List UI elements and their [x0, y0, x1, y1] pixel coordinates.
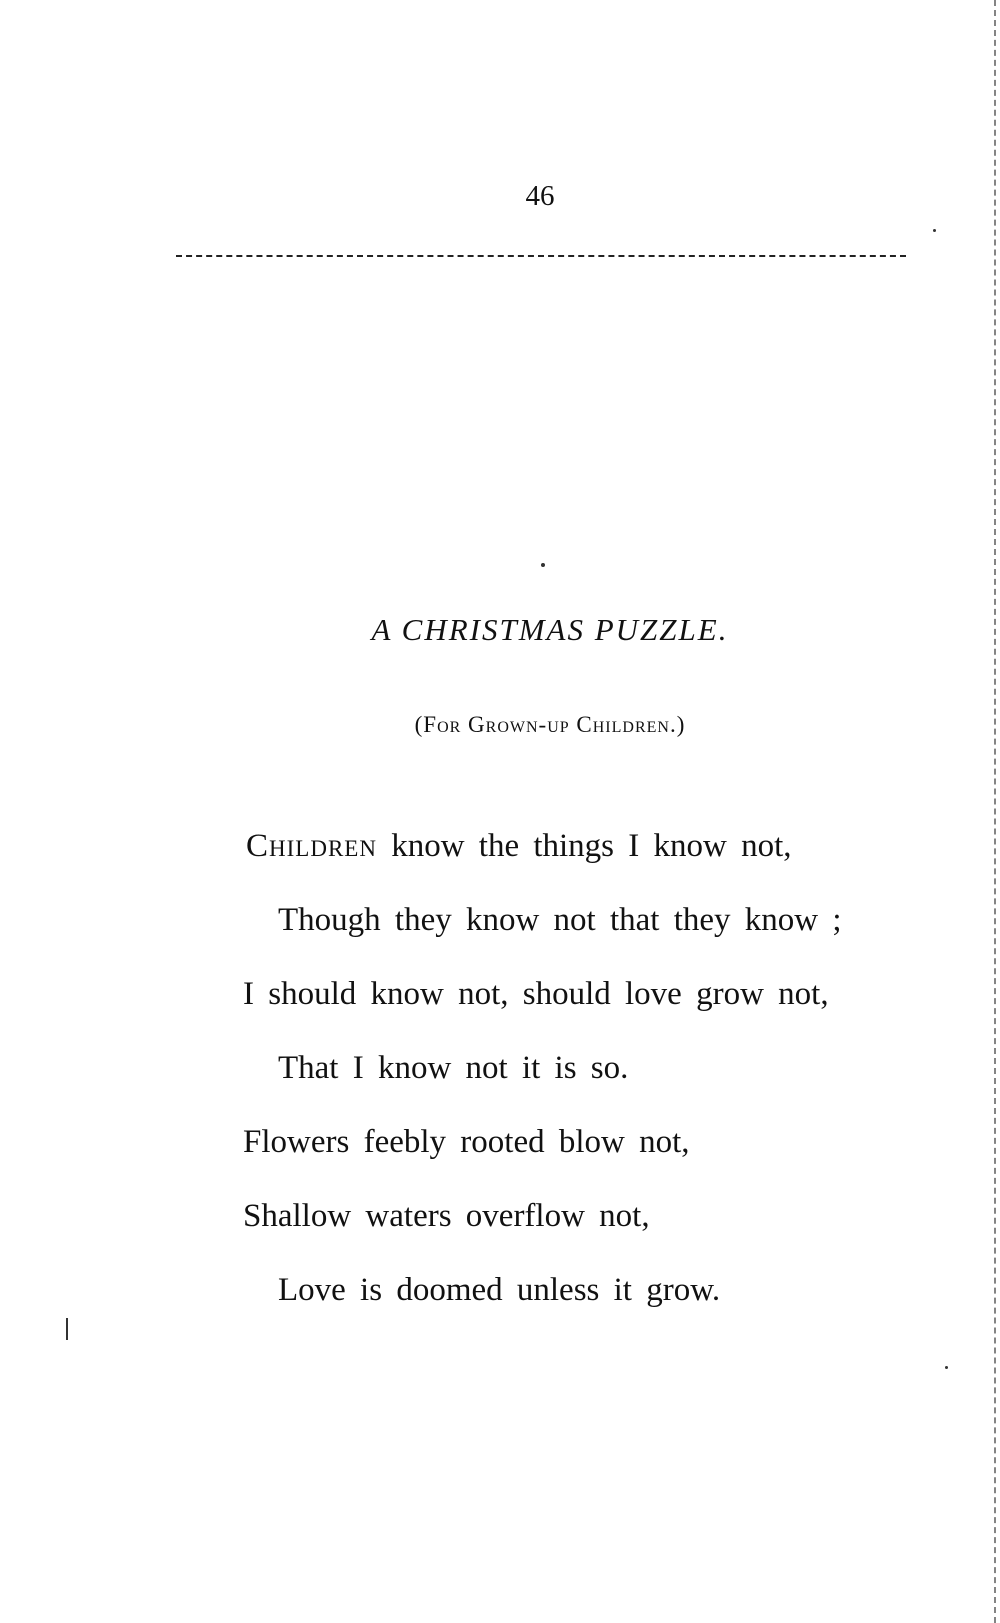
poem-line-1	[246, 828, 792, 865]
poem-subtitle: (For Grown-up Children.)	[414, 712, 686, 737]
poem-line-6: Shallow waters overflow not,	[243, 1198, 650, 1234]
poem-line-4: That I know not it is so.	[278, 1050, 629, 1086]
poem-line-1-text: know the things I know not,	[391, 828, 792, 864]
poem-first-word: Children	[246, 828, 377, 864]
header-rule	[176, 255, 906, 257]
poem-line-5: Flowers feebly rooted blow not,	[243, 1124, 690, 1160]
scan-speck	[541, 563, 545, 567]
scan-speck	[945, 1366, 948, 1369]
scan-edge	[994, 0, 999, 1623]
poem-title: A CHRISTMAS PUZZLE.	[371, 612, 729, 647]
poem-line-3: I should know not, should love grow not,	[243, 976, 829, 1012]
page-number: 46	[525, 180, 555, 212]
scan-speck	[933, 229, 936, 232]
poem-line-2: Though they know not that they know ;	[278, 902, 842, 938]
scan-speck	[66, 1318, 68, 1340]
poem-line-7: Love is doomed unless it grow.	[278, 1272, 721, 1308]
